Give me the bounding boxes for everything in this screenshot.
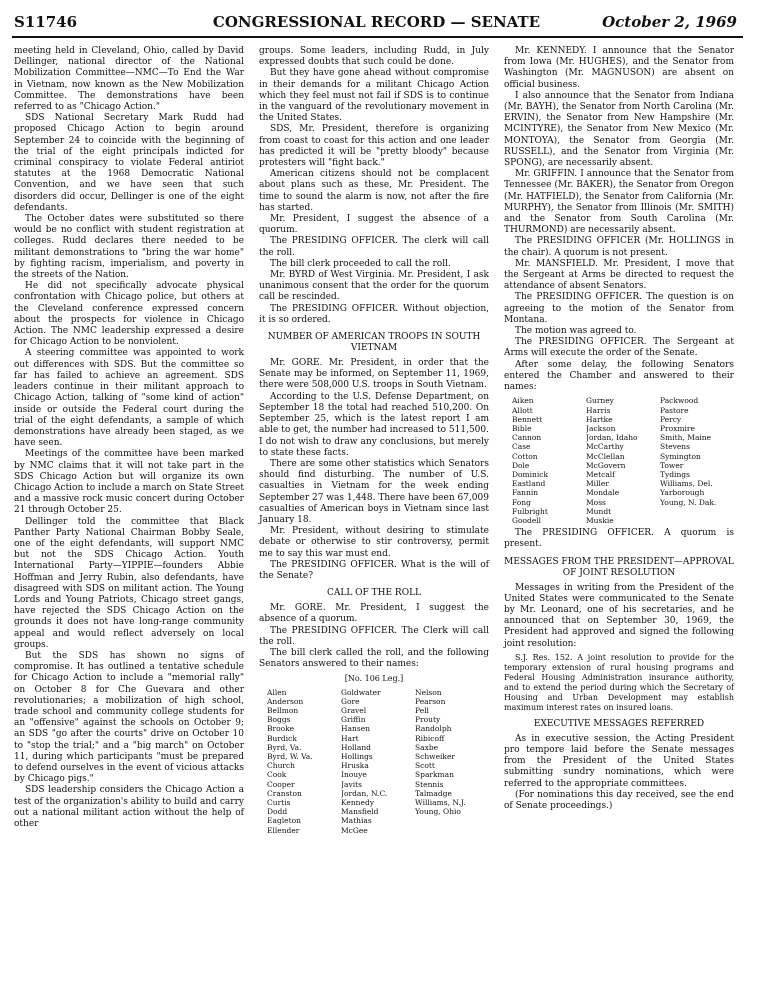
senator-name: Tower (660, 460, 684, 470)
body-paragraph: The PRESIDING OFFICER. Without objection, it is so ordered. (259, 303, 489, 325)
page-header (10, 10, 743, 36)
senator-name: Byrd, W. Va. (267, 751, 313, 761)
senator-name: Allott (512, 405, 533, 415)
senator-name: McClellan (586, 451, 625, 461)
body-paragraph: The bill clerk proceeded to call the roll. (270, 258, 451, 269)
heading-troops: NUMBER OF AMERICAN TROOPS IN SOUTH VIETNAM (267, 332, 481, 354)
body-paragraph: Mr. GORE. Mr. President, I suggest the absence of a quorum. (259, 603, 489, 625)
column-1 (14, 46, 244, 830)
senator-name: Schweiker (415, 751, 455, 761)
senator-name: Randolph (415, 724, 452, 734)
body-paragraph: There are some other statistics which Senators should find disturbing. The number of U.S. casualties in Vietnam for the week ending September 27 was 1,448. There have been 67,009 casualties of American boys in Vietnam since last January 18. (259, 458, 489, 525)
body-paragraph: The October dates were substituted so there would be no conflict with student registration at colleges. Rudd declares there needed to be militant demonstrations to "bring the war home" by fighting racism, imperialism, and poverty in the streets of the Nation. (14, 214, 244, 281)
body-paragraph: American citizens should not be complacent about plans such as these, Mr. President. The time to sound the alarm is now, not after the fire has started. (259, 169, 489, 213)
senator-name: Goldwater (341, 687, 381, 697)
senator-name: Pell (415, 705, 429, 715)
issue-date: October 2, 1969 (602, 13, 737, 31)
senator-name: Prouty (415, 715, 441, 725)
senator-name (660, 507, 734, 516)
senator-name: Jordan, Idaho (586, 433, 638, 443)
senator-name: Jordan, N.C. (341, 788, 388, 798)
page-number: S11746 (14, 13, 78, 31)
senator-name: Cook (267, 770, 287, 780)
senator-name: Hartke (586, 414, 613, 424)
senator-name: Jackson (586, 423, 616, 433)
senator-name: Mondale (586, 488, 620, 498)
senator-name: Packwood (660, 396, 699, 406)
senator-name: Yarborough (660, 488, 705, 498)
senator-name: Bible (512, 423, 532, 433)
senator-name: Javits (341, 779, 362, 789)
body-paragraph: The motion was agreed to. (515, 326, 637, 337)
senator-name: Saxbe (415, 742, 439, 752)
body-paragraph: Mr. MANSFIELD. Mr. President, I move that the Sergeant at Arms be directed to request the attendance of absent Senators. (504, 258, 734, 292)
senator-name: Case (512, 442, 531, 452)
senator-name: Bennett (512, 414, 543, 424)
senator-name (660, 516, 734, 525)
senator-name (415, 816, 489, 825)
senator-name: Stennis (415, 779, 444, 789)
senator-name: Ellender (267, 825, 300, 835)
senator-name: Scott (415, 761, 435, 771)
senator-name: Moss (586, 497, 606, 507)
senator-name: Percy (660, 414, 682, 424)
senator-name: McCarthy (586, 442, 624, 452)
senator-name: Symington (660, 451, 701, 461)
senator-name: Cannon (512, 433, 542, 443)
senator-name: Griffin (341, 715, 366, 725)
body-paragraph: SDS, Mr. President, therefore is organizing from coast to coast for this action and one leader has predicted it will be "pretty bloody" because protesters will "fight back." (259, 124, 489, 169)
senator-name: Eagleton (267, 816, 301, 826)
senator-name: Young, N. Dak. (660, 497, 717, 507)
senator-name: Ribicoff (415, 733, 445, 743)
senator-name: Fulbright (512, 506, 548, 516)
senator-name: Metcalf (586, 469, 615, 479)
senator-name: Cranston (267, 788, 302, 798)
senator-name: Stevens (660, 442, 690, 452)
body-paragraph: Mr. GRIFFIN. I announce that the Senator from Tennessee (Mr. BAKER), the Senator from Oregon (Mr. HATFIELD), the Senator from California (Mr. MURPHY), the Senator from Illinois (Mr. SMITH) and the Senator from South Carolina (Mr. THURMOND) are necessarily absent. (504, 169, 734, 236)
heading-messages: MESSAGES FROM THE PRESIDENT—APPROVAL OF JOINT RESOLUTION (504, 556, 734, 578)
senator-name: Pastore (660, 405, 689, 415)
record-page (10, 10, 753, 980)
heading-roll: CALL OF THE ROLL (326, 588, 422, 599)
senator-name (415, 826, 489, 835)
body-paragraph: The PRESIDING OFFICER. What is the will of the Senate? (259, 559, 489, 581)
publication-title: CONGRESSIONAL RECORD — SENATE (212, 13, 541, 31)
body-paragraph: groups. Some leaders, including Rudd, in July expressed doubts that such could be done. (259, 46, 489, 68)
body-paragraph: As in executive session, the Acting President pro tempore laid before the Senate messages from the President of the United States submitting sundry nominations, which were referred to the appropriate committees. (504, 733, 734, 789)
body-paragraph: Dellinger told the committee that Black Panther Party National Chairman Bobby Seale, one of the eight defendants, will support NMC but not the SDS Chicago Action. Youth International Party—YIPPIE—founders Abbie Hoffman and Jerry Rubin, also defendants, have disagreed with SDS on militant action. The Young Lords and Young Patriots, Chicago street gangs, have rejected the SDS Chicago Action on the grounds it does not have long-range community appeal and would reflect adversely on local groups. (14, 516, 244, 650)
senator-name: Miller (586, 479, 609, 489)
senator-name: Tydings (660, 469, 690, 479)
body-paragraph: The PRESIDING OFFICER. The Clerk will call the roll. (259, 625, 489, 647)
senator-name: Pearson (415, 696, 446, 706)
body-paragraph: But they have gone ahead without compromise in their demands for a militant Chicago Action which they feel must not fail if SDS is to continue in the vanguard of the revolutionary movement in the United States. (259, 68, 489, 124)
senator-name: Dodd (267, 807, 288, 817)
senator-name: Nelson (415, 687, 442, 697)
senator-name: McGovern (586, 460, 626, 470)
body-paragraph: Mr. BYRD of West Virginia. Mr. President, I ask unanimous consent that the order for the quorum call be rescinded. (259, 270, 489, 303)
senator-name: Fannin (512, 488, 539, 498)
senator-name: Mundt (586, 506, 612, 516)
senator-name: Dole (512, 460, 530, 470)
senator-name: Bellmon (267, 705, 299, 715)
column-3 (504, 46, 734, 812)
body-paragraph: I also announce that the Senator from Indiana (Mr. BAYH), the Senator from North Carolina (Mr. ERVIN), the Senator from New Hampshire (Mr. MCINTYRE), the Senator from New Mexico (Mr. MONTOYA), the Senator from Georgia (Mr. RUSSELL), and the Senator from Virginia (Mr. SPONG), are necessarily absent. (504, 90, 734, 169)
senator-name: Hansen (341, 724, 370, 734)
senator-name: Curtis (267, 798, 291, 807)
body-paragraph: The PRESIDING OFFICER. The question is on agreeing to the motion of the Senator from Montana. (504, 292, 734, 325)
senator-name: Gravel (341, 705, 367, 715)
senator-name: Holland (341, 742, 371, 752)
senator-name: Cotton (512, 451, 538, 461)
body-paragraph: But the SDS has shown no signs of compromise. It has outlined a tentative schedule for Chicago Action to include a "memorial rally" on October 8 for Che Guevara and other revolutionaries; a mobilization of high school, trade school and community college students for an "offensive" against the schools on October 9; an SDS "go after the courts" drive on October 10 to "stop the trial;" and a "big march" on October 11, during which participants "must be prepared to defend ourselves in the event of vicious attacks by Chicago pigs." (14, 650, 244, 785)
senator-name: Inouye (341, 770, 367, 780)
senator-name: Kennedy (341, 798, 374, 807)
quorum-present: The PRESIDING OFFICER. A quorum is present. (504, 528, 734, 550)
senator-name: Hruska (341, 761, 369, 771)
body-paragraph: Meetings of the committee have been marked by NMC claims that it will not take part in the SDS Chicago Action but will organize its own Chicago Action to include a march on State Street and a massive rock music concert during October 21 through October 25. (14, 449, 244, 516)
senator-name: Smith, Maine (660, 433, 712, 443)
body-paragraph: meeting held in Cleveland, Ohio, called by David Dellinger, national director of the National Mobilization Committee—NMC—To End the War in Vietnam, now known as the New Mobilization Committee. The demonstrations have been referred to as "Chicago Action." (14, 46, 244, 113)
column-2 (259, 46, 489, 838)
body-paragraph: The PRESIDING OFFICER. The clerk will call the roll. (259, 236, 489, 258)
body-paragraph: SDS National Secretary Mark Rudd had proposed Chicago Action to begin around September 24 to coincide with the beginning of the trial of the eight principals indicted for criminal conspiracy to violate Federal antiriot statutes at the 1968 Democratic National Convention, and we have seen that such disorders did occur, Dellinger is one of the eight defendants. (14, 113, 244, 213)
body-paragraph: According to the U.S. Defense Department, on September 18 the total had reached 510,200. On September 25, which is the latest report I am able to get, the number had increased to 511,500. I do not wish to draw any conclusions, but merely to state these facts. (259, 391, 489, 458)
roll-call-names (267, 688, 489, 835)
senator-name: Young, Ohio (415, 807, 461, 817)
body-paragraph: The PRESIDING OFFICER. The Sergeant at Arms will execute the order of the Senate. (504, 337, 734, 359)
senator-name: Gore (341, 696, 360, 706)
body-paragraph: He did not specifically advocate physical confrontation with Chicago police, but others at the Cleveland conference expressed concern about the prospects for violence in Chicago Action. The NMC leadership expressed a desire for Chicago Action to be nonviolent. (14, 281, 244, 348)
senator-name: Cooper (267, 779, 295, 789)
senator-name: Aiken (512, 396, 534, 406)
senator-name: Sparkman (415, 770, 454, 780)
body-paragraph: SDS leadership considers the Chicago Action a test of the organization's ability to build and carry out a national militant action without the help of other (14, 785, 244, 830)
senator-name: Williams, N.J. (415, 798, 466, 807)
senator-name: Mathias (341, 816, 372, 826)
resolution-paragraph: S.J. Res. 152. A joint resolution to provide for the temporary extension of rural housing programs and Federal Housing Administration insurance authority, and to extend the period during which the Secretary of Housing and Urban Development may establish maximum interest rates on insured loans. (504, 652, 734, 712)
body-paragraph: Mr. GORE. Mr. President, in order that the Senate may be informed, on September 11, 1969, there were 508,000 U.S. troops in South Vietnam. (259, 358, 489, 391)
heading-executive: EXECUTIVE MESSAGES REFERRED (533, 718, 705, 729)
senator-name: Dominick (512, 469, 549, 479)
senator-name: Hart (341, 733, 359, 743)
senator-name: Burdick (267, 733, 297, 743)
senator-name: Muskie (586, 515, 614, 525)
senator-name: Mansfield (341, 807, 379, 817)
senator-name: Anderson (267, 696, 304, 706)
senator-name: Fong (512, 497, 531, 507)
senator-name: Byrd, Va. (267, 742, 302, 752)
late-arrival-names (512, 396, 734, 525)
messages-paragraph: Messages in writing from the President of the United States were communicated to the Senate by Mr. Leonard, one of his secretaries, and he announced that on September 30, 1969, the President had approved and signed the following joint resolution: (504, 582, 734, 649)
senator-name: Gurney (586, 396, 614, 406)
senator-name: Harris (586, 405, 611, 415)
header-rule (12, 36, 743, 38)
body-paragraph: A steering committee was appointed to work out differences with SDS. But the committee so far has failed to achieve an agreement. SDS leaders continue in their militant approach to Chicago Action, talking of "some kind of action" inside or outside the Federal court during the trial of the eight defendants, a sample of which demonstrations have already been staged, as we have seen. (14, 348, 244, 449)
senator-name: Hollings (341, 751, 373, 761)
legislative-number: [No. 106 Leg.] (344, 674, 404, 684)
senator-name: Brooke (267, 724, 295, 734)
senator-name: Proxmire (660, 423, 695, 433)
body-paragraph: The bill clerk called the roll, and the following Senators answered to their names: (259, 647, 489, 670)
senator-name: Boggs (267, 715, 291, 725)
body-paragraph: Mr. President, I suggest the absence of a quorum. (259, 214, 489, 236)
senator-name: Goodell (512, 515, 542, 525)
senator-name: Church (267, 761, 296, 771)
body-paragraph: The PRESIDING OFFICER (Mr. HOLLINGS in the chair). A quorum is not present. (504, 236, 734, 258)
senator-name: Eastland (512, 479, 546, 489)
senator-name: Allen (267, 687, 287, 697)
body-paragraph: Mr. President, without desiring to stimulate debate or otherwise to stir controversy, permit me to say this war must end. (259, 526, 489, 559)
senator-name: Williams, Del. (660, 479, 713, 489)
body-paragraph: Mr. KENNEDY. I announce that the Senator from Iowa (Mr. HUGHES), and the Senator from Washington (Mr. MAGNUSON) are absent on official business. (504, 46, 734, 90)
body-paragraph: (For nominations this day received, see the end of Senate proceedings.) (504, 789, 734, 811)
senator-name: McGee (341, 825, 368, 835)
body-paragraph: After some delay, the following Senators entered the Chamber and answered to their names: (504, 359, 734, 393)
senator-name: Talmadge (415, 788, 452, 798)
